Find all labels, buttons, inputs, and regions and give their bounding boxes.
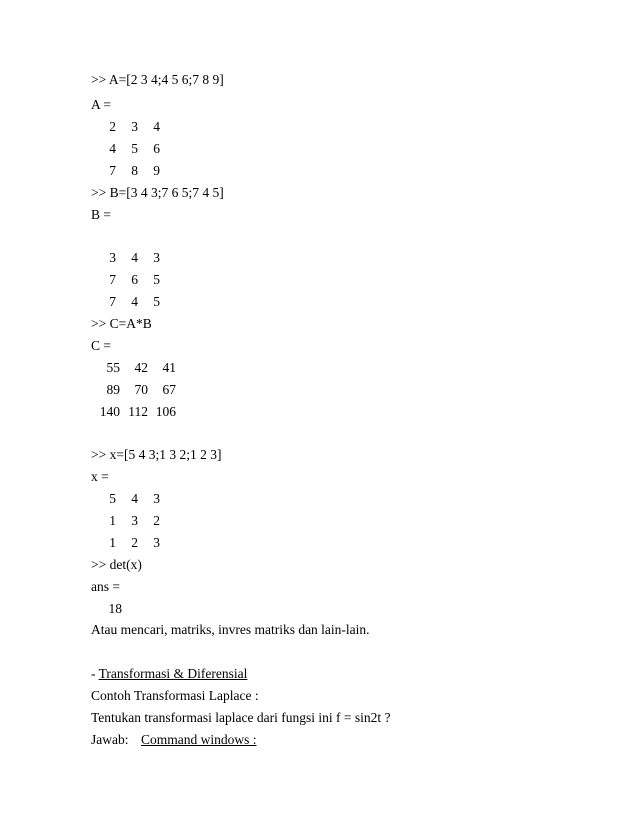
matrix-cell: 7	[109, 294, 116, 309]
matrix-cell: 6	[131, 272, 138, 287]
matrix-cell: 2	[131, 535, 138, 550]
paragraph-text: Atau mencari, matriks, invres matriks dan lain-lain.	[91, 622, 370, 637]
matrix-cell: 42	[134, 360, 148, 375]
matrix-cell: 3	[153, 250, 160, 265]
command-multiply: >> C=A*B	[91, 316, 152, 331]
question-text: Tentukan transformasi laplace dari fungsi ini f = sin2t ?	[91, 710, 391, 725]
matrix-cell: 112	[128, 404, 148, 419]
matrix-cell: 3	[153, 491, 160, 506]
matrix-cell: 4	[109, 141, 116, 156]
matrix-cell: 6	[153, 141, 160, 156]
matrix-cell: 3	[109, 250, 116, 265]
matrix-cell: 5	[109, 491, 116, 506]
matrix-cell: 140	[99, 404, 120, 419]
output-label-c: C =	[91, 338, 111, 353]
matrix-cell: 70	[134, 382, 148, 397]
matrix-cell: 8	[131, 163, 138, 178]
output-label-x: x =	[91, 469, 109, 484]
bullet-dash: -	[91, 666, 99, 681]
matrix-cell: 7	[109, 163, 116, 178]
matrix-cell: 3	[131, 513, 138, 528]
matrix-cell: 1	[109, 535, 116, 550]
matrix-cell: 5	[153, 294, 160, 309]
output-label-b: B =	[91, 207, 111, 222]
example-heading: Contoh Transformasi Laplace :	[91, 688, 259, 703]
matrix-cell: 4	[131, 294, 138, 309]
matrix-cell: 41	[162, 360, 176, 375]
matrix-cell: 67	[162, 382, 176, 397]
command-define-x: >> x=[5 4 3;1 3 2;1 2 3]	[91, 447, 222, 462]
command-determinant: >> det(x)	[91, 557, 142, 572]
matrix-cell: 4	[131, 250, 138, 265]
matrix-cell: 106	[155, 404, 176, 419]
command-define-a: >> A=[2 3 4;4 5 6;7 8 9]	[91, 72, 224, 87]
matrix-cell: 9	[153, 163, 160, 178]
command-define-b: >> B=[3 4 3;7 6 5;7 4 5]	[91, 185, 224, 200]
matrix-cell: 3	[131, 119, 138, 134]
answer-link: Command windows :	[141, 732, 257, 747]
section-heading-title: Transformasi & Diferensial	[98, 666, 248, 681]
matrix-cell: 5	[153, 272, 160, 287]
matrix-cell: 5	[131, 141, 138, 156]
section-heading	[91, 666, 247, 682]
matrix-cell: 55	[106, 360, 120, 375]
matrix-cell: 3	[153, 535, 160, 550]
output-label-ans: ans =	[91, 579, 120, 594]
matrix-cell: 1	[109, 513, 116, 528]
determinant-result: 18	[108, 601, 122, 616]
answer-label: Jawab:	[91, 732, 129, 747]
matrix-cell: 2	[153, 513, 160, 528]
matrix-cell: 4	[153, 119, 160, 134]
matrix-cell: 2	[109, 119, 116, 134]
output-label-a: A =	[91, 97, 111, 112]
matrix-cell: 7	[109, 272, 116, 287]
matrix-cell: 89	[106, 382, 120, 397]
matrix-cell: 4	[131, 491, 138, 506]
